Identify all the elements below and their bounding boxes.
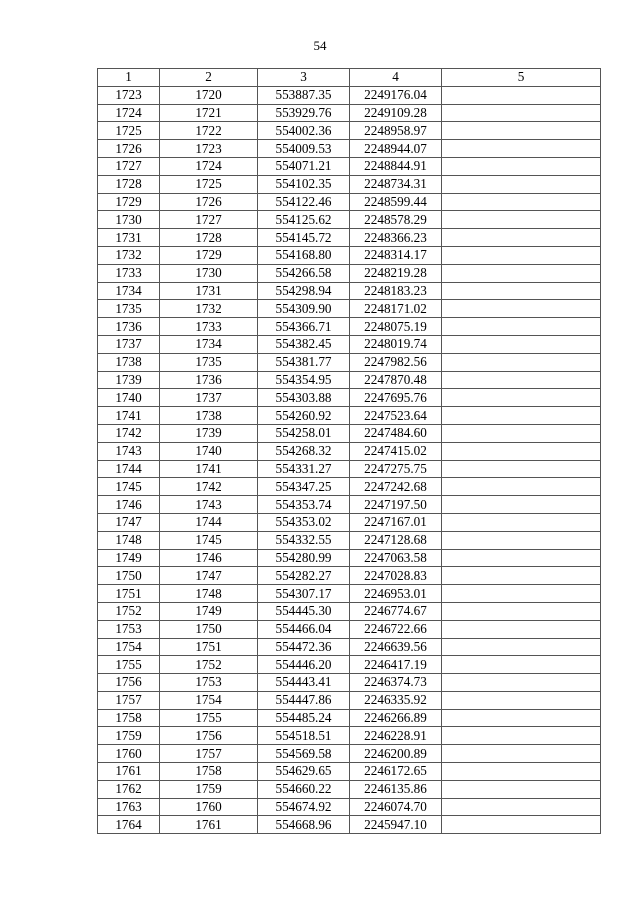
table-cell-col-1: 1763 [98,798,160,816]
table-cell-col-3: 554446.20 [258,656,350,674]
table-cell-col-2: 1747 [160,567,258,585]
table-row [98,585,601,603]
table-cell-col-1: 1745 [98,478,160,496]
table-cell-col-2: 1720 [160,86,258,104]
table-cell-col-3: 554009.53 [258,140,350,158]
table-cell-col-4: 2246335.92 [350,691,442,709]
table-cell-col-2: 1746 [160,549,258,567]
table-cell-col-4: 2246722.66 [350,620,442,638]
table-cell-col-4: 2246953.01 [350,585,442,603]
table-cell-col-5 [442,745,601,763]
table-cell-col-4: 2247982.56 [350,353,442,371]
table-cell-col-5 [442,353,601,371]
table-cell-col-5 [442,371,601,389]
table-row [98,229,601,247]
table-cell-col-5 [442,460,601,478]
table-cell-col-1: 1723 [98,86,160,104]
table-cell-col-4: 2248578.29 [350,211,442,229]
table-cell-col-3: 554354.95 [258,371,350,389]
table-row [98,246,601,264]
table-row [98,389,601,407]
table-cell-col-4: 2247275.75 [350,460,442,478]
table-cell-col-4: 2247695.76 [350,389,442,407]
table-cell-col-4: 2245947.10 [350,816,442,834]
table-cell-col-1: 1748 [98,531,160,549]
table-row [98,193,601,211]
table-cell-col-5 [442,86,601,104]
table-row [98,318,601,336]
table-cell-col-5 [442,442,601,460]
table-cell-col-1: 1744 [98,460,160,478]
table-cell-col-2: 1740 [160,442,258,460]
table-row [98,140,601,158]
table-body [98,86,601,833]
table-cell-col-4: 2248075.19 [350,318,442,336]
table-cell-col-3: 553929.76 [258,104,350,122]
table-cell-col-4: 2247415.02 [350,442,442,460]
table-row [98,674,601,692]
table-cell-col-2: 1724 [160,157,258,175]
table-row [98,175,601,193]
table-cell-col-3: 554280.99 [258,549,350,567]
table-cell-col-3: 554485.24 [258,709,350,727]
table-cell-col-1: 1729 [98,193,160,211]
table-cell-col-4: 2246200.89 [350,745,442,763]
table-cell-col-2: 1748 [160,585,258,603]
table-cell-col-4: 2246374.73 [350,674,442,692]
table-cell-col-5 [442,549,601,567]
table-row [98,371,601,389]
table-cell-col-1: 1726 [98,140,160,158]
table-row [98,211,601,229]
table-cell-col-5 [442,567,601,585]
table-cell-col-1: 1741 [98,407,160,425]
table-cell-col-4: 2246172.65 [350,763,442,781]
table-cell-col-1: 1728 [98,175,160,193]
table-row [98,335,601,353]
header-row [98,69,601,87]
column-header-5: 5 [442,69,601,87]
table-cell-col-3: 554366.71 [258,318,350,336]
table-cell-col-4: 2247028.83 [350,567,442,585]
table-cell-col-2: 1742 [160,478,258,496]
table-cell-col-1: 1734 [98,282,160,300]
table-row [98,620,601,638]
table-cell-col-5 [442,389,601,407]
table-cell-col-2: 1753 [160,674,258,692]
table-row [98,567,601,585]
table-cell-col-2: 1752 [160,656,258,674]
table-cell-col-2: 1731 [160,282,258,300]
table-cell-col-3: 554347.25 [258,478,350,496]
table-cell-col-4: 2247523.64 [350,407,442,425]
table-cell-col-1: 1758 [98,709,160,727]
table-cell-col-3: 554332.55 [258,531,350,549]
table-cell-col-4: 2248944.07 [350,140,442,158]
table-row [98,513,601,531]
table-cell-col-3: 554258.01 [258,424,350,442]
table-cell-col-5 [442,709,601,727]
table-cell-col-2: 1734 [160,335,258,353]
table-cell-col-4: 2247242.68 [350,478,442,496]
table-cell-col-3: 554125.62 [258,211,350,229]
table-cell-col-5 [442,602,601,620]
table-cell-col-5 [442,264,601,282]
table-row [98,745,601,763]
table-cell-col-1: 1738 [98,353,160,371]
table-cell-col-4: 2247197.50 [350,496,442,514]
table-cell-col-1: 1760 [98,745,160,763]
table-cell-col-1: 1727 [98,157,160,175]
table-cell-col-1: 1725 [98,122,160,140]
table-cell-col-3: 554266.58 [258,264,350,282]
table-cell-col-3: 554303.88 [258,389,350,407]
table-cell-col-5 [442,424,601,442]
table-cell-col-4: 2248219.28 [350,264,442,282]
table-cell-col-5 [442,335,601,353]
table-row [98,602,601,620]
table-cell-col-2: 1733 [160,318,258,336]
table-cell-col-1: 1752 [98,602,160,620]
table-row [98,691,601,709]
table-row [98,798,601,816]
table-cell-col-1: 1759 [98,727,160,745]
table-cell-col-3: 554668.96 [258,816,350,834]
table-cell-col-2: 1751 [160,638,258,656]
table-cell-col-4: 2247484.60 [350,424,442,442]
table-cell-col-1: 1739 [98,371,160,389]
table-cell-col-5 [442,407,601,425]
table-cell-col-2: 1723 [160,140,258,158]
table-cell-col-3: 554307.17 [258,585,350,603]
table-cell-col-4: 2246135.86 [350,780,442,798]
table-cell-col-4: 2248844.91 [350,157,442,175]
table-cell-col-4: 2248734.31 [350,175,442,193]
table-row [98,478,601,496]
table-cell-col-4: 2246774.67 [350,602,442,620]
table-cell-col-3: 554466.04 [258,620,350,638]
coordinates-table [97,68,601,834]
table-cell-col-3: 554445.30 [258,602,350,620]
table-cell-col-3: 554071.21 [258,157,350,175]
table-cell-col-5 [442,157,601,175]
table-cell-col-3: 553887.35 [258,86,350,104]
table-row [98,157,601,175]
table-cell-col-5 [442,691,601,709]
column-header-2: 2 [160,69,258,87]
table-cell-col-3: 554447.86 [258,691,350,709]
table-cell-col-2: 1750 [160,620,258,638]
table-cell-col-2: 1744 [160,513,258,531]
table-cell-col-5 [442,282,601,300]
table-cell-col-5 [442,638,601,656]
table-cell-col-4: 2248019.74 [350,335,442,353]
table-cell-col-3: 554002.36 [258,122,350,140]
table-cell-col-4: 2246074.70 [350,798,442,816]
table-cell-col-2: 1758 [160,763,258,781]
table-cell-col-1: 1753 [98,620,160,638]
table-cell-col-4: 2246228.91 [350,727,442,745]
table-cell-col-1: 1737 [98,335,160,353]
table-cell-col-2: 1728 [160,229,258,247]
table-cell-col-4: 2248599.44 [350,193,442,211]
table-cell-col-4: 2248171.02 [350,300,442,318]
table-cell-col-5 [442,140,601,158]
table-row [98,104,601,122]
table-cell-col-2: 1759 [160,780,258,798]
table-cell-col-3: 554145.72 [258,229,350,247]
table-cell-col-3: 554472.36 [258,638,350,656]
table-cell-col-2: 1756 [160,727,258,745]
table-cell-col-1: 1757 [98,691,160,709]
table-cell-col-2: 1760 [160,798,258,816]
table-cell-col-4: 2246639.56 [350,638,442,656]
table-cell-col-4: 2247128.68 [350,531,442,549]
table-cell-col-4: 2247167.01 [350,513,442,531]
table-cell-col-2: 1722 [160,122,258,140]
table-cell-col-4: 2246266.89 [350,709,442,727]
table-cell-col-4: 2248366.23 [350,229,442,247]
table-cell-col-3: 554309.90 [258,300,350,318]
table-row [98,656,601,674]
table-cell-col-5 [442,318,601,336]
table-row [98,424,601,442]
table-cell-col-1: 1730 [98,211,160,229]
table-row [98,549,601,567]
table-cell-col-2: 1745 [160,531,258,549]
table-cell-col-3: 554260.92 [258,407,350,425]
table-cell-col-2: 1732 [160,300,258,318]
table-row [98,638,601,656]
table-row [98,353,601,371]
table-row [98,709,601,727]
table-cell-col-1: 1751 [98,585,160,603]
table-cell-col-2: 1761 [160,816,258,834]
table-cell-col-1: 1761 [98,763,160,781]
table-cell-col-2: 1738 [160,407,258,425]
table-cell-col-2: 1729 [160,246,258,264]
table-cell-col-1: 1749 [98,549,160,567]
table-cell-col-1: 1756 [98,674,160,692]
table-row [98,122,601,140]
table-cell-col-2: 1736 [160,371,258,389]
table-cell-col-3: 554102.35 [258,175,350,193]
table-cell-col-1: 1747 [98,513,160,531]
table-cell-col-1: 1754 [98,638,160,656]
table-cell-col-1: 1742 [98,424,160,442]
table-cell-col-2: 1755 [160,709,258,727]
table-cell-col-2: 1749 [160,602,258,620]
table-cell-col-2: 1730 [160,264,258,282]
table-cell-col-3: 554168.80 [258,246,350,264]
table-row [98,780,601,798]
table-row [98,460,601,478]
table-cell-col-5 [442,122,601,140]
page-number: 54 [313,38,327,53]
table-cell-col-3: 554353.02 [258,513,350,531]
table-row [98,442,601,460]
table-cell-col-1: 1743 [98,442,160,460]
table-cell-col-4: 2249109.28 [350,104,442,122]
table-cell-col-2: 1726 [160,193,258,211]
table-header [98,69,601,87]
table-cell-col-4: 2247063.58 [350,549,442,567]
table-row [98,763,601,781]
table-cell-col-1: 1733 [98,264,160,282]
table-cell-col-1: 1764 [98,816,160,834]
column-header-4: 4 [350,69,442,87]
table-row [98,407,601,425]
table-cell-col-5 [442,727,601,745]
table-row [98,816,601,834]
table-cell-col-5 [442,104,601,122]
table-cell-col-5 [442,193,601,211]
table-cell-col-5 [442,798,601,816]
table-cell-col-2: 1727 [160,211,258,229]
table-cell-col-5 [442,816,601,834]
table-cell-col-4: 2248958.97 [350,122,442,140]
table-row [98,496,601,514]
table-cell-col-1: 1731 [98,229,160,247]
table-cell-col-5 [442,620,601,638]
table-row [98,86,601,104]
column-header-1: 1 [98,69,160,87]
table-cell-col-5 [442,496,601,514]
table-cell-col-1: 1762 [98,780,160,798]
table-cell-col-5 [442,513,601,531]
table-cell-col-4: 2246417.19 [350,656,442,674]
table-cell-col-5 [442,211,601,229]
table-cell-col-1: 1732 [98,246,160,264]
column-header-3: 3 [258,69,350,87]
table-cell-col-3: 554381.77 [258,353,350,371]
table-cell-col-4: 2247870.48 [350,371,442,389]
table-cell-col-1: 1724 [98,104,160,122]
table-cell-col-3: 554382.45 [258,335,350,353]
table-row [98,727,601,745]
table-cell-col-2: 1721 [160,104,258,122]
table-cell-col-3: 554674.92 [258,798,350,816]
table-cell-col-5 [442,175,601,193]
table-row [98,264,601,282]
table-cell-col-2: 1754 [160,691,258,709]
table-cell-col-3: 554518.51 [258,727,350,745]
table-cell-col-2: 1757 [160,745,258,763]
table-cell-col-3: 554122.46 [258,193,350,211]
table-cell-col-3: 554660.22 [258,780,350,798]
table-cell-col-3: 554298.94 [258,282,350,300]
table-cell-col-5 [442,656,601,674]
table-cell-col-5 [442,780,601,798]
table-cell-col-5 [442,674,601,692]
table-cell-col-3: 554282.27 [258,567,350,585]
table-cell-col-5 [442,229,601,247]
table-cell-col-2: 1735 [160,353,258,371]
table-cell-col-3: 554569.58 [258,745,350,763]
table-cell-col-4: 2248314.17 [350,246,442,264]
table-cell-col-1: 1736 [98,318,160,336]
table-cell-col-2: 1741 [160,460,258,478]
table-row [98,282,601,300]
table-cell-col-1: 1750 [98,567,160,585]
table-cell-col-1: 1755 [98,656,160,674]
table-cell-col-5 [442,585,601,603]
table-cell-col-3: 554268.32 [258,442,350,460]
table-cell-col-2: 1725 [160,175,258,193]
table-cell-col-1: 1735 [98,300,160,318]
table-cell-col-5 [442,763,601,781]
table-cell-col-1: 1740 [98,389,160,407]
table-cell-col-1: 1746 [98,496,160,514]
table-cell-col-5 [442,531,601,549]
table-cell-col-3: 554353.74 [258,496,350,514]
table-cell-col-5 [442,478,601,496]
table-row [98,300,601,318]
table-cell-col-4: 2248183.23 [350,282,442,300]
table-cell-col-5 [442,246,601,264]
table-cell-col-5 [442,300,601,318]
table-cell-col-2: 1739 [160,424,258,442]
table-cell-col-4: 2249176.04 [350,86,442,104]
table-cell-col-2: 1737 [160,389,258,407]
table-cell-col-2: 1743 [160,496,258,514]
table-cell-col-3: 554331.27 [258,460,350,478]
table-cell-col-3: 554443.41 [258,674,350,692]
table-cell-col-3: 554629.65 [258,763,350,781]
table-row [98,531,601,549]
